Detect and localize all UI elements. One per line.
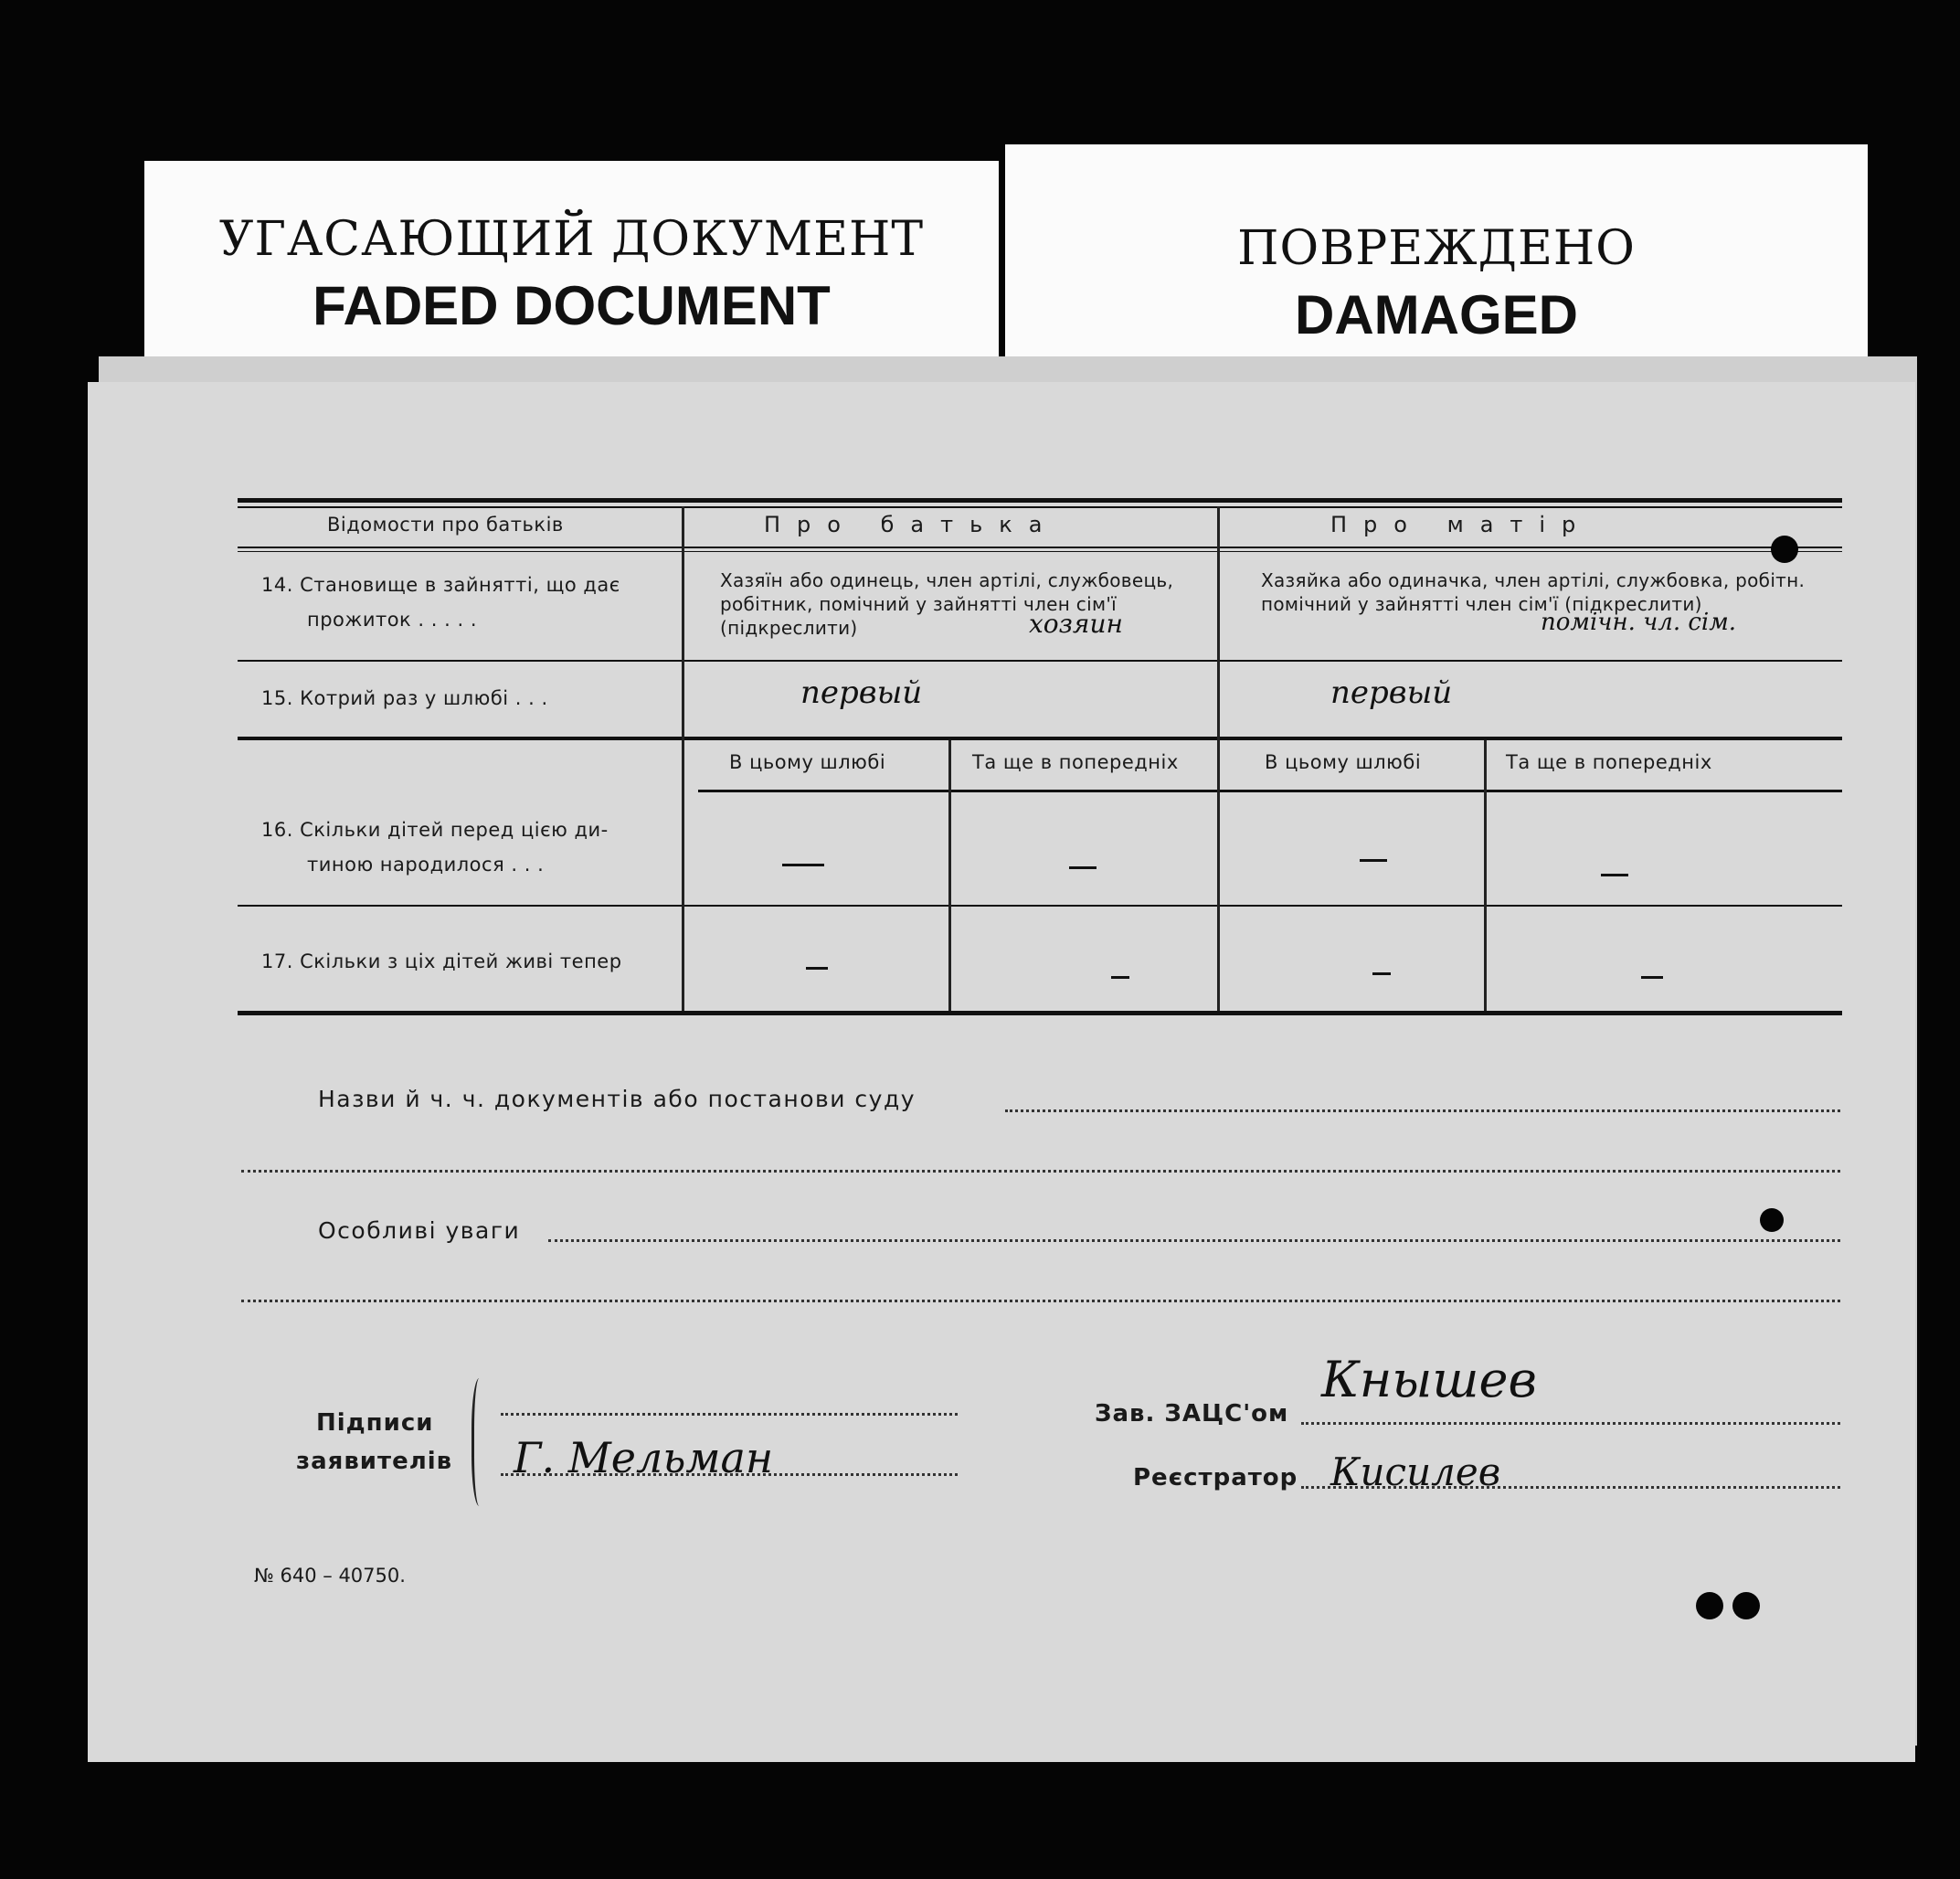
row14-father-handwritten: хозяин <box>1029 609 1123 639</box>
row17-father-prev-dash <box>1111 976 1129 979</box>
subheader-father-prev: Та ще в попередніх <box>972 751 1179 773</box>
documents-label: Назви й ч. ч. документів або постанови суду <box>318 1086 916 1112</box>
documents-line-2 <box>241 1170 1840 1173</box>
notes-line-2 <box>241 1300 1840 1302</box>
signature-brace <box>471 1378 491 1506</box>
faded-label-ru: УГАСАЮЩИЙ ДОКУМЕНТ <box>218 212 925 267</box>
table-bottom-rule <box>238 1011 1842 1015</box>
row14-father-options: Хазяїн або одинець, член артілі, службовець, робітник, помічний у зайнятті член сім'ї (підкреслити) <box>720 569 1174 639</box>
faded-label-en: FADED DOCUMENT <box>313 275 831 336</box>
subheader-mother-this: В цьому шлюбі <box>1265 751 1422 773</box>
head-signature: Кнышев <box>1321 1351 1537 1408</box>
head-zags-label: Зав. ЗАЦС'ом <box>1095 1400 1289 1428</box>
documents-line-1 <box>1005 1109 1840 1112</box>
col-divider-mother <box>1484 740 1487 1011</box>
signatures-label-cont: заявителів <box>296 1448 453 1475</box>
notes-label: Особливі уваги <box>318 1217 521 1244</box>
row16-label: 16. Скільки дітей перед цією ди- <box>261 819 609 841</box>
header-mother: Про матір <box>1330 512 1593 537</box>
head-sign-line <box>1301 1422 1840 1425</box>
header-rule-2 <box>238 551 1842 552</box>
header-father: Про батька <box>764 512 1059 537</box>
row14-rule <box>238 660 1842 662</box>
row15-father-value: первый <box>800 674 923 711</box>
row16-rule <box>238 905 1842 907</box>
row15-rule <box>238 737 1842 740</box>
col-divider-father <box>948 740 951 1011</box>
subheader-rule <box>698 790 1842 792</box>
row14-label: 14. Становище в зайнятті, що дає <box>261 574 620 596</box>
damaged-document-card <box>1005 144 1868 382</box>
row14-mother-handwritten: помічн. чл. сім. <box>1541 609 1737 636</box>
row17-mother-this-dash <box>1372 972 1391 975</box>
registrar-label: Реєстратор <box>1133 1464 1298 1492</box>
registry-form-sheet <box>88 382 1915 1762</box>
table-top-rule-thin <box>238 506 1842 508</box>
subheader-mother-prev: Та ще в попередніх <box>1506 751 1712 773</box>
col-divider-2 <box>1217 506 1220 1011</box>
applicant-sign-line-1 <box>501 1413 958 1416</box>
punch-hole-1 <box>1771 536 1798 563</box>
damaged-label-ru: ПОВРЕЖДЕНО <box>1237 221 1636 276</box>
form-number: № 640 – 40750. <box>254 1565 406 1587</box>
row15-mother-value: первый <box>1330 674 1453 711</box>
punch-hole-3 <box>1696 1592 1723 1619</box>
row16-father-prev-dash <box>1069 866 1097 869</box>
registrar-signature: Кисилев <box>1330 1449 1501 1494</box>
row16-mother-prev-dash <box>1601 874 1628 876</box>
signatures-label: Підписи <box>316 1409 434 1437</box>
row15-label: 15. Котрий раз у шлюбі . . . <box>261 687 548 709</box>
header-rule <box>238 547 1842 548</box>
row17-label: 17. Скільки з ціх дітей живі тепер <box>261 950 622 972</box>
applicant-signature: Г. Мельман <box>514 1433 774 1482</box>
subheader-father-this: В цьому шлюбі <box>729 751 886 773</box>
row16-label-cont: тиною народилося . . . <box>307 854 545 876</box>
row14-mother-options: Хазяйка або одиначка, член артілі, службовка, робітн. помічний у зайнятті член сім'ї (підкреслити) <box>1261 569 1806 615</box>
notes-line-1 <box>548 1239 1840 1242</box>
damaged-label-en: DAMAGED <box>1295 284 1578 345</box>
faded-document-card <box>144 161 999 380</box>
table-top-rule <box>238 498 1842 503</box>
row17-mother-prev-dash <box>1641 976 1663 979</box>
row14-label-cont: прожиток . . . . . <box>307 609 477 631</box>
punch-hole-2 <box>1760 1208 1784 1232</box>
col-divider-1 <box>682 506 684 1011</box>
row17-father-this-dash <box>806 967 828 970</box>
punch-hole-4 <box>1732 1592 1760 1619</box>
header-parents-info: Відомости про батьків <box>327 514 564 536</box>
row16-mother-this-dash <box>1360 859 1387 862</box>
row16-father-this-dash <box>782 864 824 866</box>
